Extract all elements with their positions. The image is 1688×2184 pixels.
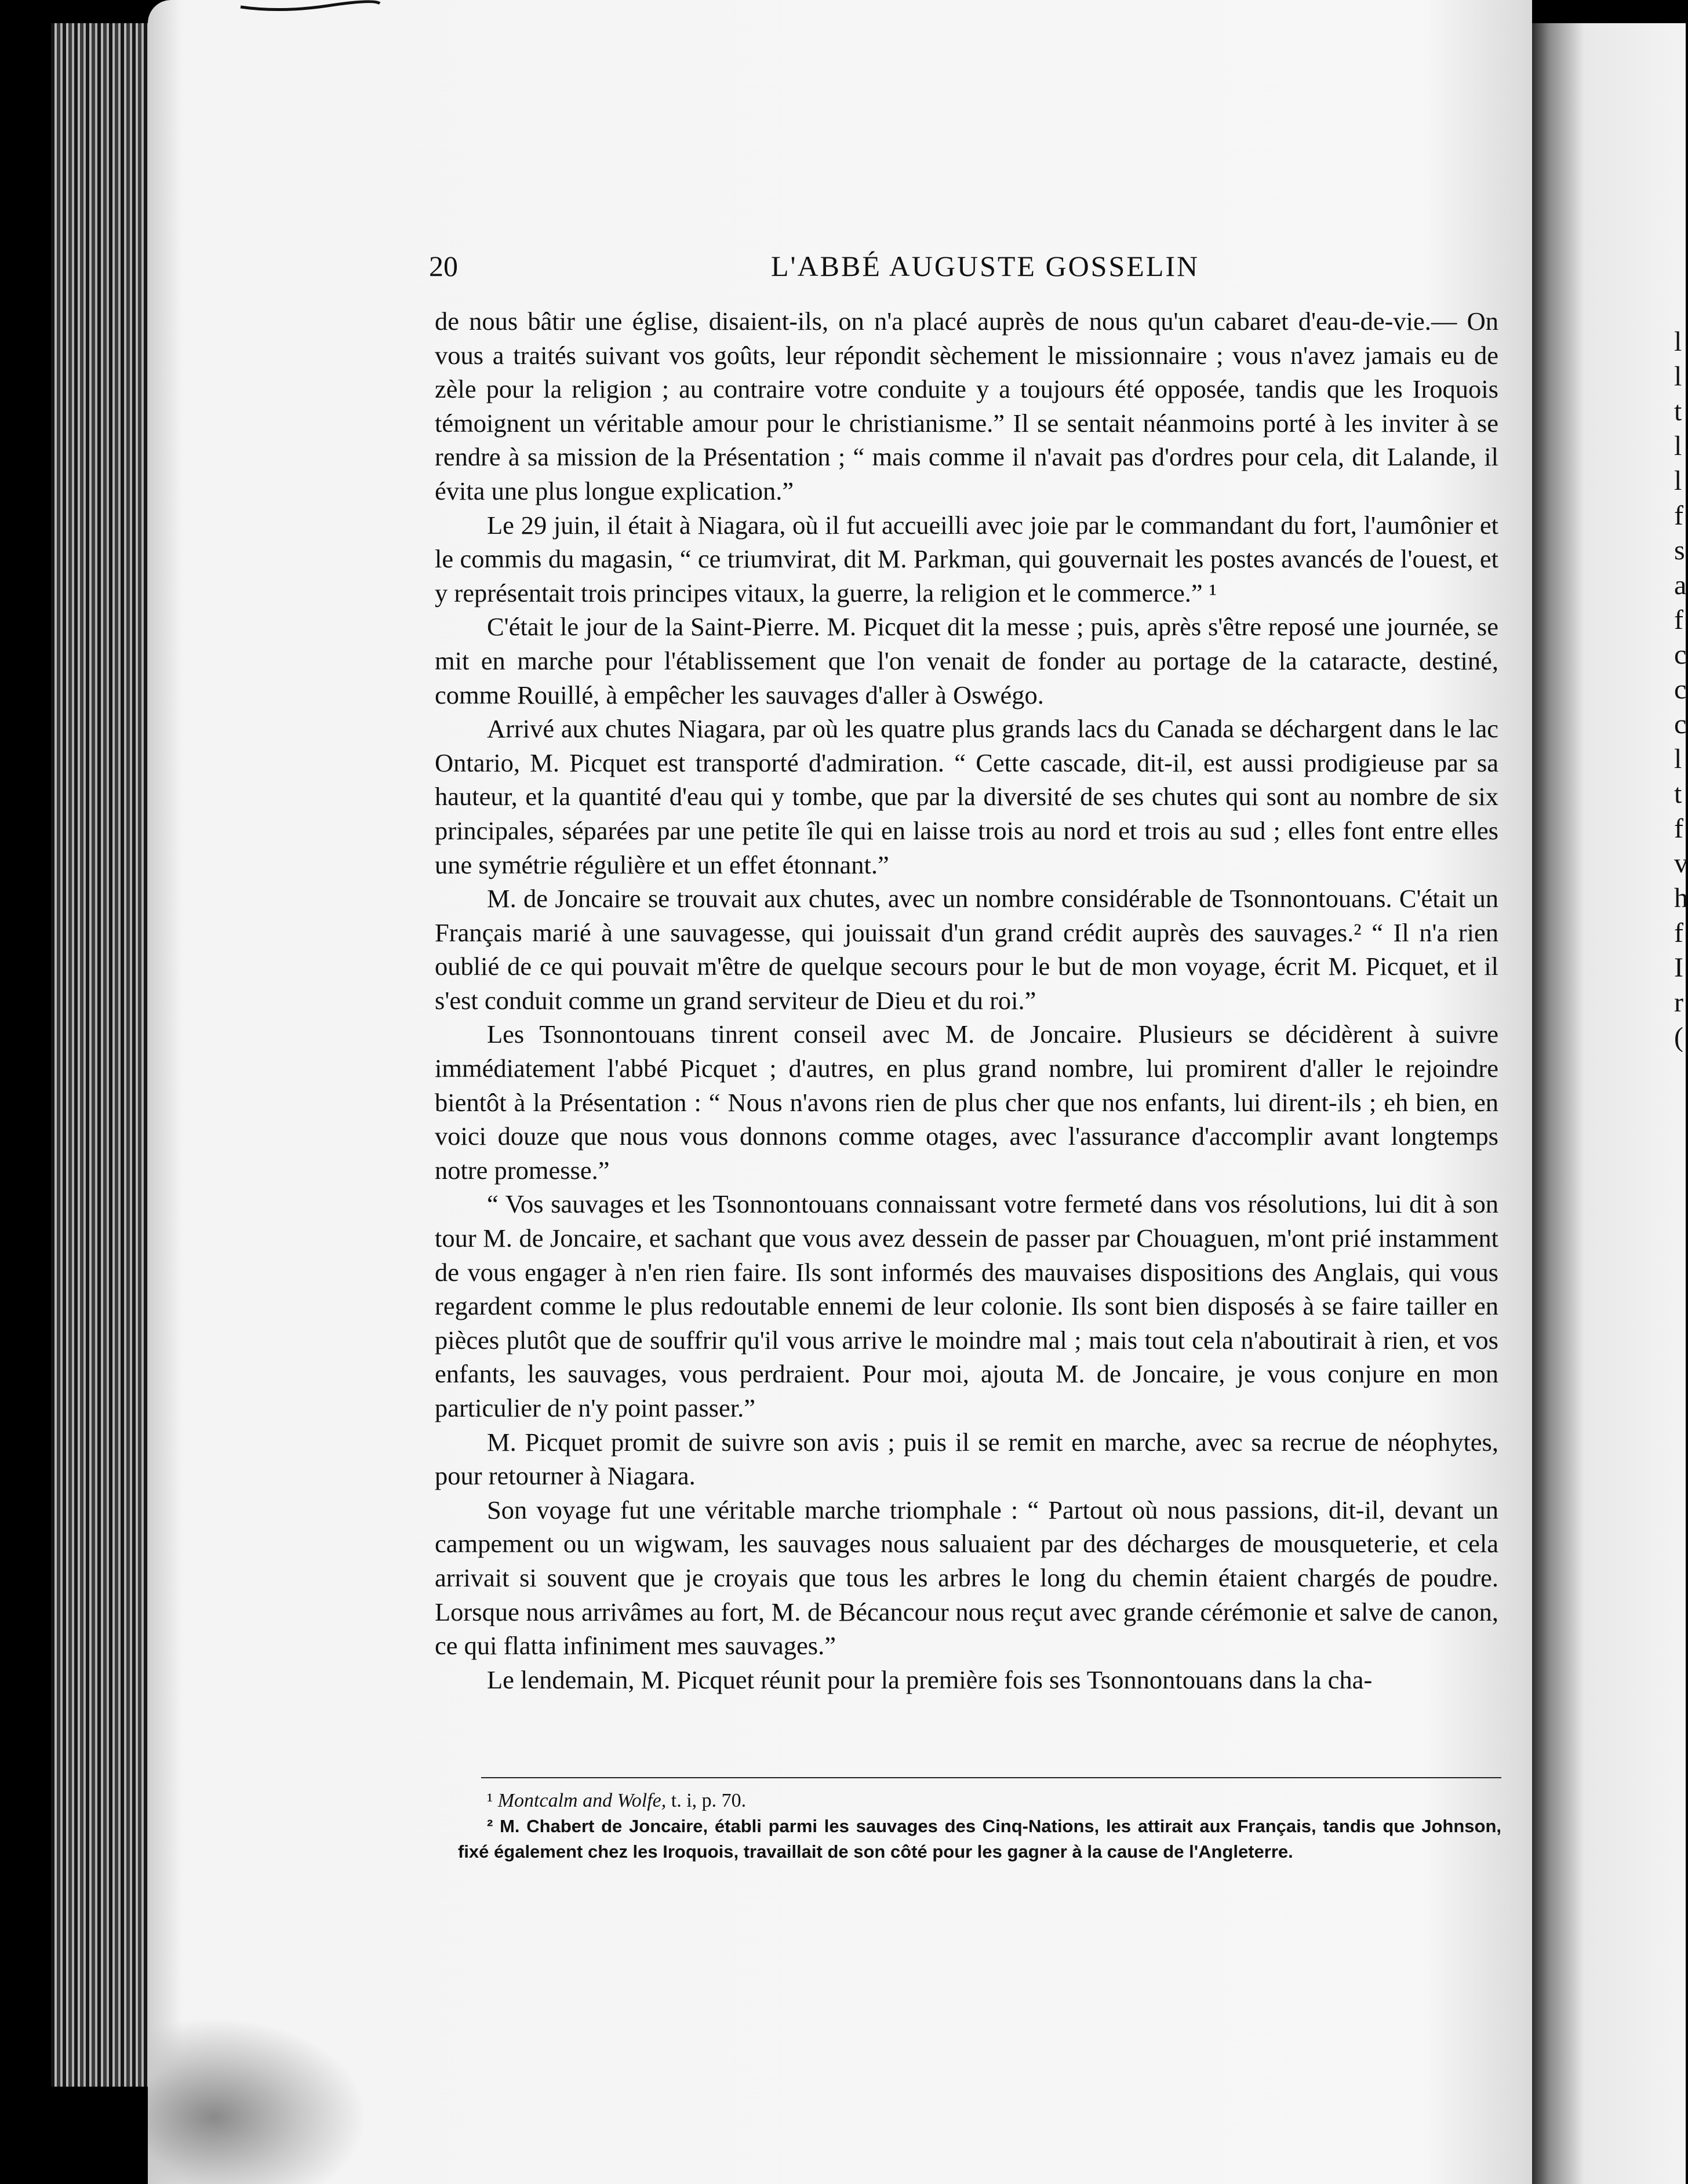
paragraph: Le 29 juin, il était à Niagara, où il fut accueilli avec joie par le commandant du fort, l'aumônier et le commis du magasin, “ ce triumvirat, dit M. Parkman, qui gouvernait les postes avancés de l'ouest, et y représentait trois principes vitaux, la guerre, la religion et le commerce.” ¹ xyxy=(435,510,1498,607)
footnote-source: Montcalm and Wolfe, xyxy=(497,1790,667,1811)
footnote-text: t. i, p. 70. xyxy=(671,1790,747,1811)
paragraph: Les Tsonnontouans tinrent conseil avec M. de Joncaire. Plusieurs se décidèrent à suivre immédiatement l'abbé Picquet ; d'autres, en plus grand nombre, lui promirent d'aller le rejoindre bientôt à la Présentation : “ Nous n'avons rien de plus cher que nos enfants, lui dirent-ils ; eh bien, en voici douze que nous vous donnons comme otages, avec l'assurance d'accomplir avant longtemps notre promesse.” xyxy=(435,1020,1498,1185)
footnote-mark: ¹ xyxy=(487,1790,493,1811)
footnote xyxy=(458,1788,1501,1814)
running-head xyxy=(429,249,1507,284)
body-text xyxy=(435,304,1498,1697)
page-number: 20 xyxy=(429,250,458,282)
footnote-mark: ² xyxy=(487,1816,493,1836)
footnote-text: M. Chabert de Joncaire, établi parmi les sauvages des Cinq-Nations, les attirait aux Français, tandis que Johnson, fixé également chez les Iroquois, travaillait de son côté pour les gagner à la cause de l'Angleterre. xyxy=(458,1816,1501,1862)
paragraph: C'était le jour de la Saint-Pierre. M. Picquet dit la messe ; puis, après s'être reposé une journée, se mit en marche pour l'établissement que l'on venait de fonder au portage de la cataracte, destiné, comme Rouillé, à empêcher les sauvages d'aller à Oswégo. xyxy=(435,612,1498,709)
page-smudge xyxy=(148,2017,368,2184)
facing-page-edge xyxy=(1532,23,1686,2184)
paragraph: “ Vos sauvages et les Tsonnontouans connaissant votre fermeté dans vos résolutions, lui dit à son tour M. de Joncaire, et sachant que vous avez dessein de passer par Chouaguen, m'ont prié instamment de vous engager à n'en rien faire. Ils sont informés des mauvaises dispositions des Anglais, qui vous regardent comme le plus redoutable ennemi de leur colonie. Ils sont bien disposés à se faire tailler en pièces plutôt que de souffrir qu'il vous arrive le moindre mal ; mais tout cela n'aboutirait à rien, et vos enfants, les sauvages, vous perdraient. Pour moi, ajouta M. de Joncaire, je vous conjure en mon particulier de n'y point passer.” xyxy=(435,1189,1498,1422)
paragraph: M. de Joncaire se trouvait aux chutes, avec un nombre considérable de Tsonnontouans. C'était un Français marié à une sauvagesse, qui jouissait d'un grand crédit auprès des sauvages.² “ Il n'a rien oublié de ce qui pouvait m'être de quelque secours pour le but de mon voyage, écrit M. Picquet, et il s'est conduit comme un grand serviteur de Dieu et du roi.” xyxy=(435,884,1498,1015)
footnotes xyxy=(458,1788,1501,1865)
paragraph: Arrivé aux chutes Niagara, par où les quatre plus grands lacs du Canada se déchargent dans le lac Ontario, M. Picquet est transporté d'admiration. “ Cette cascade, dit-il, est aussi prodigieuse par sa hauteur, et la quantité d'eau qui y tombe, que par la diversité de ses chutes qui sont au nombre de six principales, séparées par une petite île qui en laisse trois au nord et trois au sud ; elles font entre elles une symétrie régulière et un effet étonnant.” xyxy=(435,714,1498,879)
paragraph: M. Picquet promit de suivre son avis ; puis il se remit en marche, avec sa recrue de néophytes, pour retourner à Niagara. xyxy=(435,1427,1498,1491)
scan-mark xyxy=(235,0,385,17)
paragraph: Son voyage fut une véritable marche triomphale : “ Partout où nous passions, dit-il, devant un campement ou un wigwam, les sauvages nous saluaient par des décharges de mousqueterie, et cela arrivait si souvent que je croyais que tous les arbres le long du chemin étaient chargés de poudre. Lorsque nous arrivâmes au fort, M. de Bécancour nous reçut avec grande cérémonie et salve de canon, ce qui flatta infiniment mes sauvages.” xyxy=(435,1495,1498,1661)
paragraph: Le lendemain, M. Picquet réunit pour la première fois ses Tsonnontouans dans la cha- xyxy=(487,1665,1373,1694)
footnote xyxy=(458,1814,1501,1865)
footnote-divider xyxy=(481,1777,1501,1778)
paragraph: de nous bâtir une église, disaient-ils, on n'a placé auprès de nous qu'un cabaret d'eau-de-vie.— On vous a traités suivant vos goûts, leur répondit sèchement le missionnaire ; vous n'avez jamais eu de zèle pour la religion ; au contraire votre conduite y a toujours été opposée, tandis que les Iroquois témoignent un véritable amour pour le christianisme.” Il se sentait néanmoins porté à les inviter à se rendre à sa mission de la Présentation ; “ mais comme il n'avait pas d'ordres pour cela, dit Lalande, il évita une plus longue explication.” xyxy=(435,307,1498,505)
running-title: L'ABBÉ AUGUSTE GOSSELIN xyxy=(771,250,1200,282)
facing-page-fragments: l l t l l f s a f c c c l t f v h f I r ( xyxy=(1674,326,1688,1053)
